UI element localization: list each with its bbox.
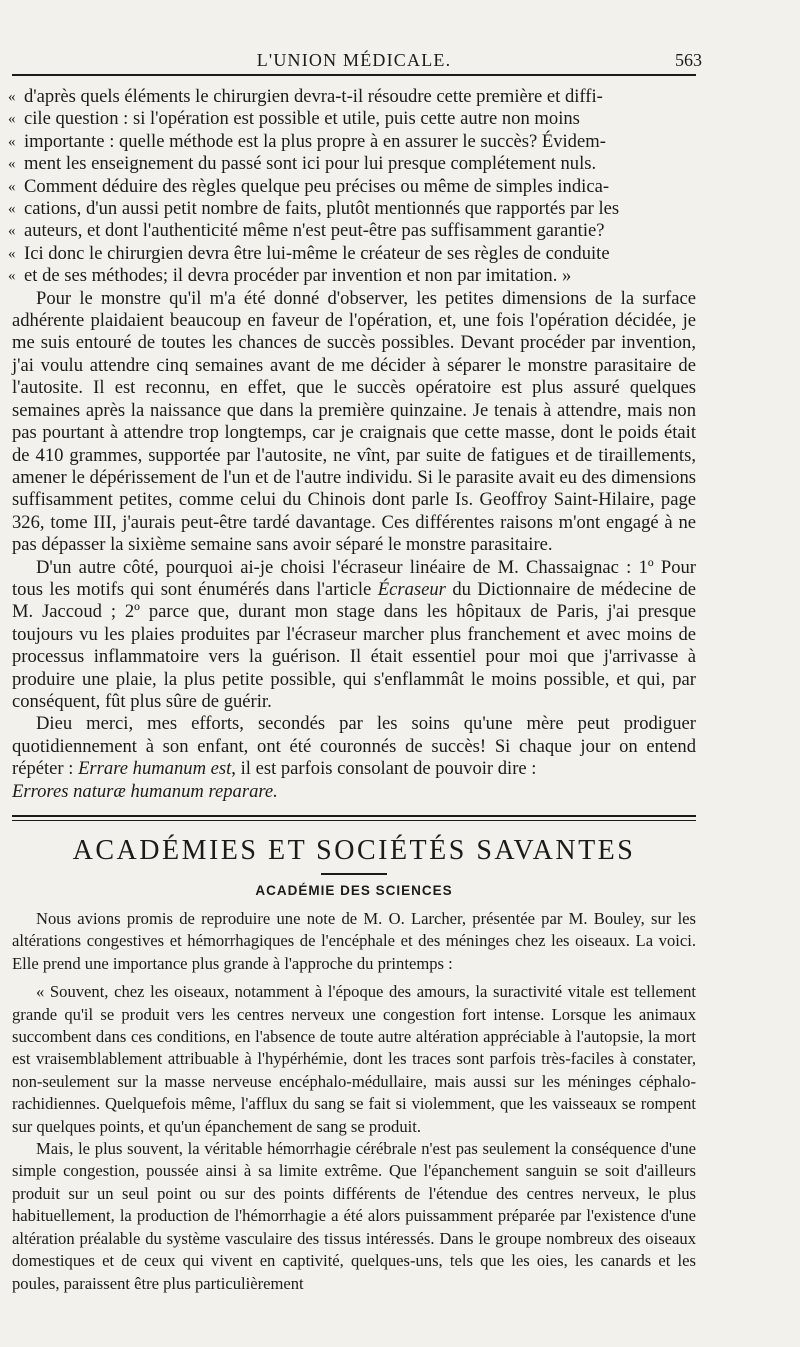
body-paragraph: Pour le monstre qu'il m'a été donné d'observer, les petites dimensions de la surface adhérente plaidaient beaucoup en faveur de l'opération, et, une fois l'opération décidée, je me suis entouré de toutes les chances de succès possibles. Devant procéder par invention, j'ai voulu attendre cinq semaines avant de me décider à séparer le monstre parasitaire de l'autosite. Il est reconnu, en effet, que le succès opératoire est plus assuré quelques semaines après la naissance que dans la première quinzaine. Je tenais à attendre, mais non pas pourtant à attendre trop longtemps, car je craignais que cette masse, dont le poids était de 410 grammes, supportée par l'autosite, ne vînt, par suite de fatigues et de tiraillements, amener le dépérissement de l'un et de l'autre individu. Si le parasite avait eu des dimensions suffisamment petites, comme celui du Chinois dont parle Is. Geoffroy Saint-Hilaire, page 326, tome III, j'aurais peut-être tardé davantage. Ces différentes raisons m'ont engagé à ne pas dépasser la sixième semaine sans avoir séparé le monstre parasitaire. [12,287,696,556]
section-title: ACADÉMIES ET SOCIÉTÉS SAVANTES [72,835,636,866]
paragraph-text: Dieu merci, mes efforts, secondés par les soins qu'une mère peut prodiguer quotidiennement à son enfant, ont été couronnés de succès! Si chaque jour on entend répéter : [12,713,696,780]
page-number: 563 [675,50,702,70]
article-body [12,86,696,803]
running-title: L'UNION MÉDICALE. [256,50,452,70]
quote-line: « d'après quels éléments le chirurgien devra-t-il résoudre cette première et diffi- [12,86,696,108]
quote-line: « cile question : si l'opération est possible et utile, puis cette autre non moins [12,108,696,130]
dictionary-entry-title: Écraseur [377,578,446,600]
quote-line: « auteurs, et dont l'authenticité même n'est peut-être pas suffisamment garantie? [12,220,696,242]
quote-line: « ment les enseignement du passé sont ici pour lui presque complétement nuls. [12,153,696,175]
quotation-block [12,86,696,288]
quote-line: « Ici donc le chirurgien devra être lui-même le créateur de ses règles de conduite [12,243,696,265]
section-divider [12,815,696,817]
academy-report [12,908,696,1295]
body-paragraph: Nous avions promis de reproduire une note de M. O. Larcher, présentée par M. Bouley, sur les altérations congestives et hémorrhagiques de l'encéphale et des méninges chez les oiseaux. La voici. Elle prend une importance plus grande à l'approche du printemps : [12,909,696,973]
body-paragraph [12,713,696,803]
title-rule [321,873,387,875]
latin-quote: Errare humanum est [78,758,232,780]
subsection-title: ACADÉMIE DES SCIENCES [255,883,453,898]
quote-line: « cations, d'un aussi petit nombre de faits, plutôt mentionnés que rapportés par les [12,198,696,220]
latin-quote: Errores naturæ humanum reparare. [12,780,278,802]
body-paragraph: « Souvent, chez les oiseaux, notamment à l'époque des amours, la suractivité vitale est tellement grande qu'il se produit vers les centres nerveux une congestion fort intense. Lorsque les animaux succombent dans ces conditions, en l'absence de toute autre altération appréciable à l'autopsie, la mort est vraisemblablement attribuable à l'hypérhémie, dont les traces sont parfois très-faciles à constater, non-seulement sur la masse nerveuse encéphalo-médullaire, mais aussi sur les méninges céphalo-rachidiennes. Quelquefois même, l'afflux du sang se fait si violemment, que les vaisseaux se rompent sur quelques points, et qu'un épanchement de sang se produit. [12,982,696,1136]
page-header [12,44,702,76]
quote-line: « et de ses méthodes; il devra procéder par invention et non par imitation. » [12,265,696,287]
paragraph-text: D'un autre côté, pourquoi ai-je choisi l'écraseur linéaire de M. Chassaignac : 1º Pour tous les motifs qui sont énumérés dans l'article [12,556,696,600]
quote-line: « importante : quelle méthode est la plus propre à en assurer le succès? Évidem- [12,131,696,153]
body-paragraph [12,557,696,714]
paragraph-text: du Dictionnaire de médecine de M. Jaccoud ; 2º parce que, durant mon stage dans les hôpitaux de Paris, j'ai presque toujours vu les plaies produites par l'écraseur marcher plus franchement et avec moins de processus inflammatoire vers la guérison. Il était essentiel pour moi que j'arrivasse à produire une plaie, la plus petite possible, qui s'enflammât le moins possible, et qui, par conséquent, fût plus sûre de guérir. [12,578,696,712]
body-paragraph: Mais, le plus souvent, la véritable hémorrhagie cérébrale n'est pas seulement la conséquence d'une simple congestion, poussée ainsi à sa limite extrême. Que l'épanchement sanguin se soit d'ailleurs produit sur un seul point ou sur des points différents de l'étendue des centres nerveux, le plus habituellement, la production de l'hémorrhagie a été alors puissamment préparée par l'existence d'une altération préalable du système vasculaire des tissus intéressés. Dans le groupe nombreux des oiseaux domestiques et de ceux qui vivent en captivité, quelques-uns, tels que les oies, les canards et les poules, paraissent être plus particulièrement [12,1139,696,1293]
quote-line: « Comment déduire des règles quelque peu précises ou même de simples indica- [12,176,696,198]
paragraph-text: , il est parfois consolant de pouvoir dire : [231,758,537,780]
